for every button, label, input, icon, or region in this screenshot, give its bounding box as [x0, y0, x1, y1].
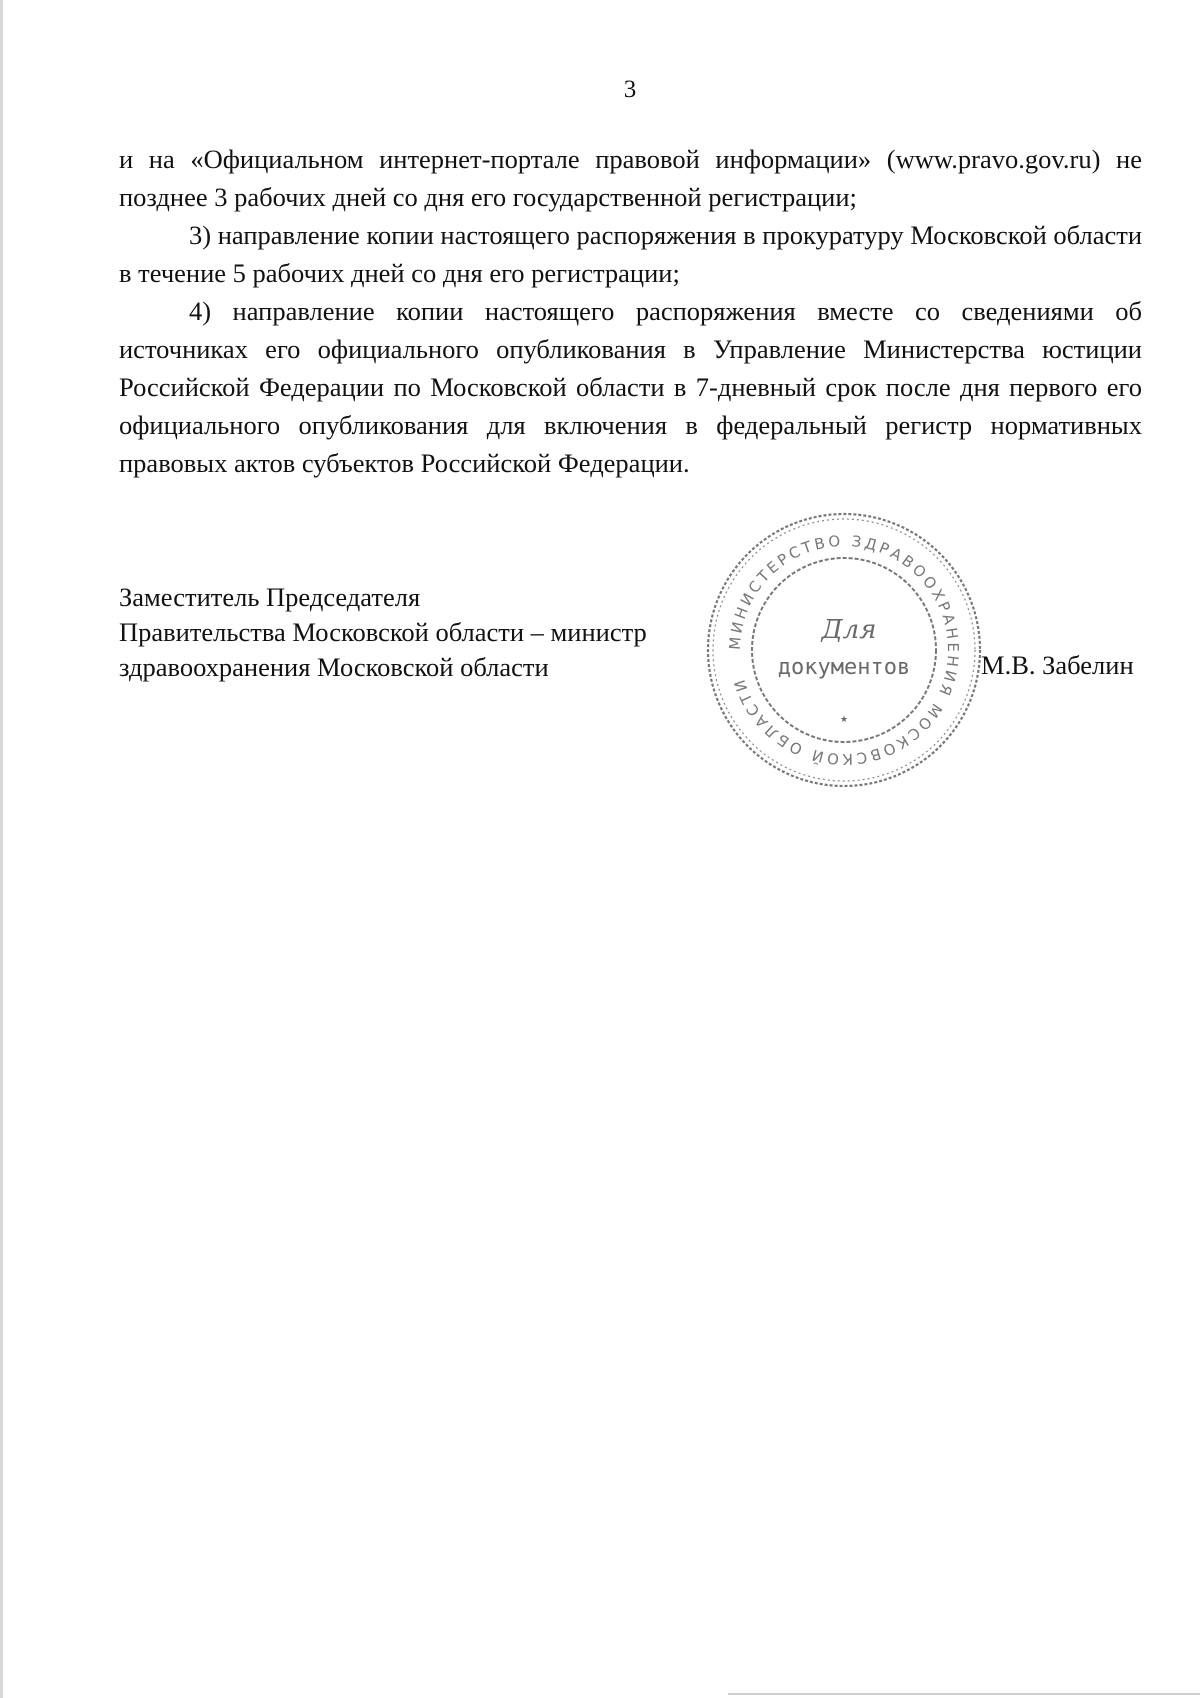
paragraph-item-3: 3) направление копии настоящего распоряжения в прокуратуру Московской области в течение 5 рабочих дней со дня его регистрации;	[119, 220, 1142, 288]
signatory-name: М.В. Забелин	[981, 650, 1134, 680]
page-edge-line	[0, 0, 3, 1698]
signatory-position	[119, 580, 647, 685]
page-bottom-line	[728, 1693, 1200, 1695]
stamp-outer-ring	[708, 514, 980, 786]
stamp-center-line-1: Для	[821, 615, 877, 645]
stamp-star-icon: ★	[839, 715, 849, 725]
svg-text:МИНИСТЕРСТВО ЗДРАВООХРАНЕНИЯ М	[726, 532, 962, 768]
position-line: Заместитель Председателя	[119, 582, 421, 612]
official-seal-stamp	[702, 508, 986, 792]
page-number: 3	[623, 76, 637, 103]
stamp-ring-text: МИНИСТЕРСТВО ЗДРАВООХРАНЕНИЯ МОСКОВСКОЙ ОБЛАСТИ	[725, 531, 963, 769]
stamp-center-line-2: документов	[777, 655, 911, 680]
paragraph-continuation: и на «Официальном интернет-портале правовой информации» (www.pravo.gov.ru) не позднее 3 рабочих дней со дня его государственной регистрации;	[119, 144, 1142, 212]
paragraph-item-4: 4) направление копии настоящего распоряжения вместе со сведениями об источниках его официального опубликования в Управление Министерства юстиции Российской Федерации по Московской области в 7-дневный срок после дня первого его официального опубликования для включения в федеральный регистр нормативных правовых актов субъектов Российской Федерации.	[119, 296, 1142, 478]
position-line: Правительства Московской области – министр	[119, 617, 647, 647]
document-body	[119, 140, 1142, 482]
position-line: здравоохранения Московской области	[119, 652, 549, 682]
